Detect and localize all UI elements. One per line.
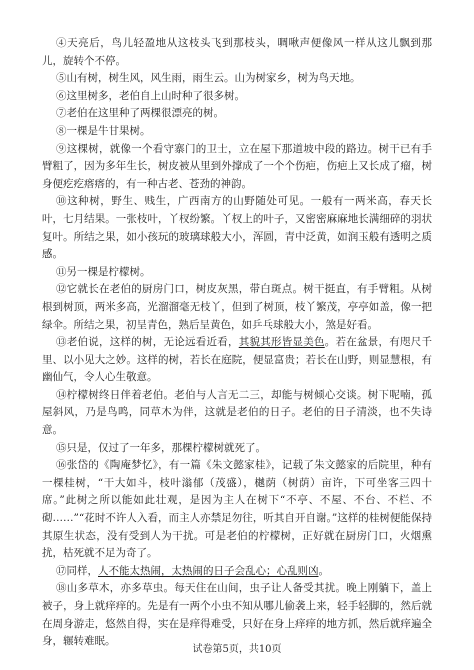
- paragraph-13-text-before: ⑬老伯说，这样的树，无论远看近看，: [56, 336, 239, 349]
- paragraph-16: ⑯张岱的《陶庵梦忆》，有一篇《朱文懿家桂》，记载了朱文懿家的后院里，种有一棵桂树，“干大如斗，枝叶滃郁（茂盛），樾荫（树荫）亩许，下可坐客三四十席。”此树之所以能如此壮观，是因为主人在树下“不亭、不屋、不台、不栏、不砌……”“花时不许人入看，而主人亦禁足勿往，听其自开自谢。”这样的桂树便能保持其原生状态，没有受到人为干扰。可是老伯的柠檬树，正好就在厨房门口，火烟熏扰，枯死就不足为奇了。: [42, 459, 432, 560]
- paragraph-4: ④天亮后，鸟儿轻盈地从这枝头飞到那枝头，啁啾声便像风一样从这儿飘到那儿，旋转个不停。: [42, 37, 432, 67]
- paragraph-15: ⑮只是，仅过了一年多，那棵柠檬树就死了。: [56, 441, 266, 454]
- paragraph-9: ⑨这棵树，就像一个看守寨门的卫士，立在屋下那道坡中段的路边。树干已有手臂粗了，因为多年生长，树皮被从里到外撑成了一个个伤疤，伤疤上又长成了瘤，树身便疙疙瘩瘩的，有一种古老、苍劲的神韵。: [42, 142, 432, 190]
- paragraph-7: ⑦老伯在这里种了两棵很漂亮的树。: [56, 107, 224, 120]
- paragraph-17-text-before: ⑰同样，: [56, 564, 98, 577]
- page-footer: 试卷第5页，共10页: [192, 644, 282, 655]
- paragraph-17-text-after: 。: [318, 564, 329, 577]
- underlined-phrase: 其貌其形皆显美色: [238, 336, 325, 349]
- paragraph-13-text-after: 。若在盆景，有咫尺千里、以小见大之妙。这样的树，若长在庭院，便显富贵；若长在山野，则显慧根，有幽仙气，令人心生敬意。: [42, 336, 432, 384]
- document-body: [42, 35, 432, 651]
- paragraph-17: [42, 563, 432, 581]
- paragraph-10: ⑩这种树，野生、贱生，广西南方的山野随处可见。一般有一两米高，春天长叶，七月结果。一张枝叶，丫杈纷繁。丫杈上的叶子，又密密麻麻地长满细碎的羽状复叶。所结之果，如小孩玩的玻璃球般大小，浑圆，青中泛黄，如润玉般有透明之质感。: [42, 195, 432, 261]
- paragraph-6: ⑥这里树多，老伯自上山时种了很多树。: [56, 89, 245, 102]
- paragraph-8: ⑧一棵是牛甘果树。: [56, 124, 151, 137]
- underlined-sentence: 人不能太热闹，太热闹的日子会乱心；心乱则凶: [98, 564, 319, 577]
- paragraph-18: ⑱山多草木，亦多草虫。每天住在山间，虫子让人备受其扰。晚上刚躺下，盖上被子，身上就痒痒的。先是有一两个小虫不知从哪儿偷袭上来，轻手轻脚的，然后就在周身游走，悠然自得，实在是痒得难受，只好在身上痒痒的地方抓，然后就痒遍全身，辗转难眠。: [42, 582, 432, 648]
- paragraph-14: ⑭柠檬树终日伴着老伯。老伯与人言无二三，却能与树倾心交谈。树下呢喃，孤屋斜风，乃是鸟鸣，同草木为伴，这就是老伯的日子。老伯的日子清淡，也不失诗意。: [42, 388, 432, 437]
- paragraph-5: ⑤山有树，树生风，风生雨，雨生云。山为树家乡，树为鸟天地。: [56, 72, 361, 85]
- paragraph-13: [42, 334, 432, 387]
- paragraph-12: ⑫它就长在老伯的厨房门口，树皮灰黑，带白斑点。树干挺直，有手臂粗。从树根到树顶，两米多高，光溜溜毫无枝丫，但到了树顶，枝丫繁茂，亭亭如盖，像一把绿伞。所结之果，初呈青色，熟后呈黄色，如乒乓球般大小，煞是好看。: [42, 283, 432, 331]
- paragraph-11: ⑪另一棵是柠檬树。: [56, 265, 151, 278]
